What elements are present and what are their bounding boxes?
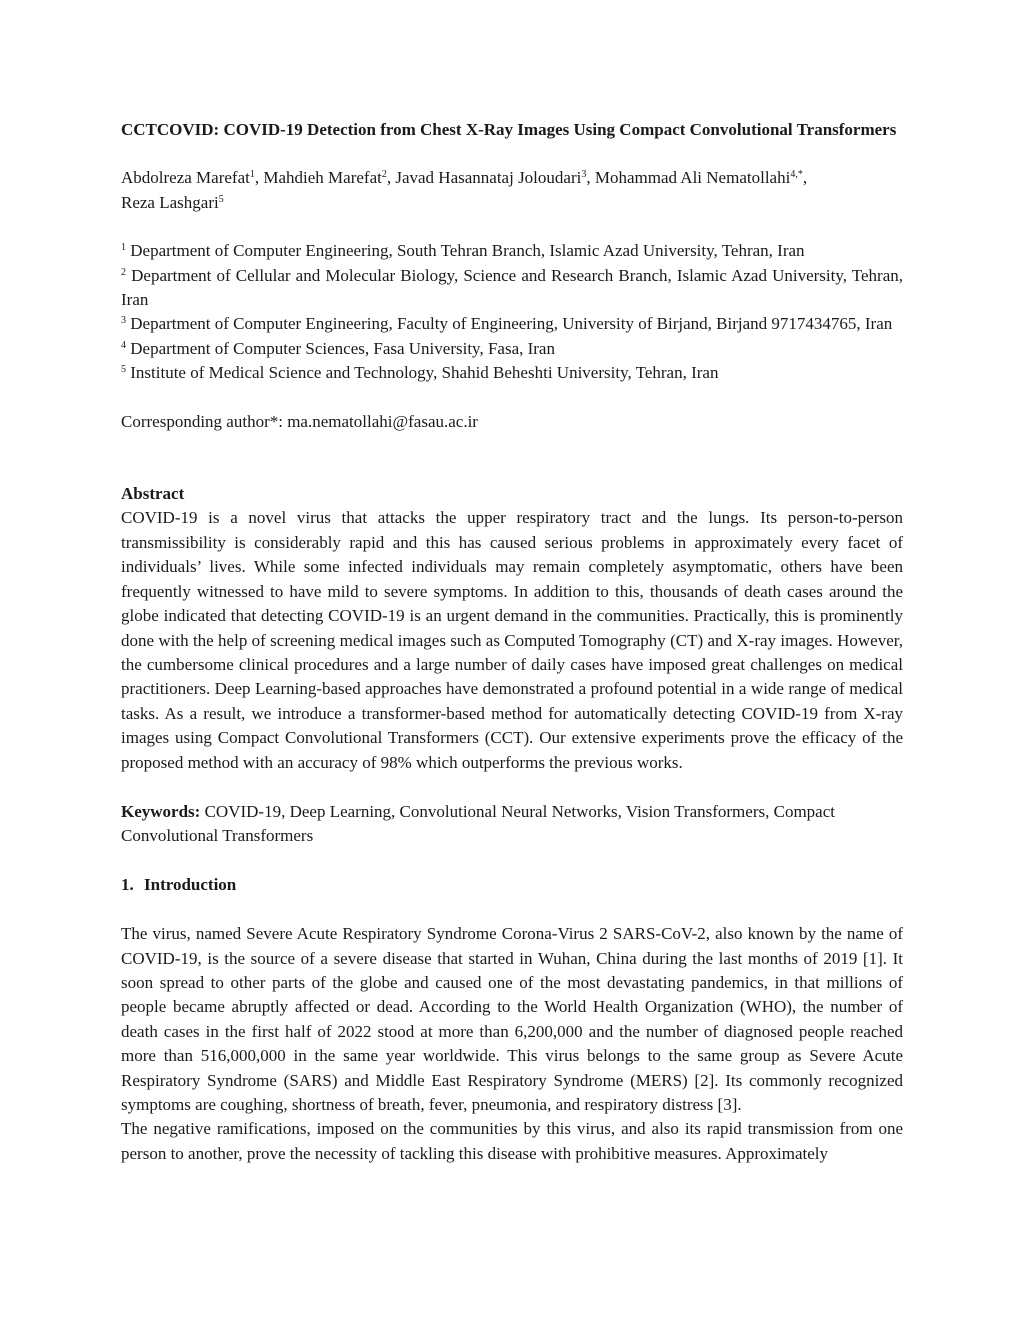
author-list <box>121 166 903 215</box>
affiliation: $^5$ Institute of Medical Science and Technology, Shahid Beheshti University, Tehran, Iran <box>121 363 719 383</box>
intro-paragraph: The negative ramifications, imposed on the communities by this virus, and also its rapid transmission from one person to another, prove the necessity of tackling this disease with prohibitive measures. Approximately <box>121 1119 903 1163</box>
author: Javad Hasannataj Joloudari$^3$, <box>395 168 595 188</box>
abstract-heading: Abstract <box>121 484 185 504</box>
affiliation: $^4$ Department of Computer Sciences, Fasa University, Fasa, Iran <box>121 338 555 358</box>
author: Reza Lashgari$^5$ <box>121 192 224 212</box>
author: Mahdieh Marefat$^2$, <box>263 168 396 188</box>
section-heading-introduction <box>121 873 903 897</box>
affiliation-list <box>121 239 903 385</box>
corresponding-author: Corresponding author*: ma.nematollahi@fasau.ac.ir <box>121 411 478 431</box>
author: Abdolreza Marefat$^1$, <box>121 168 264 188</box>
affiliation: $^2$ Department of Cellular and Molecular Biology, Science and Research Branch, Islamic Azad University, Tehran, Iran <box>121 265 903 310</box>
keywords-label: Keywords: <box>121 801 201 821</box>
keywords <box>121 800 903 849</box>
abstract-body: COVID-19 is a novel virus that attacks the upper respiratory tract and the lungs. Its person-to-person transmissibility is considerably rapid and this has caused serious problems in approximately every facet of individuals’ lives. While some infected individuals may remain completely asymptomatic, others have been frequently witnessed to have mild to severe symptoms. In addition to this, thousands of death cases around the globe indicated that detecting COVID-19 is an urgent demand in the communities. Practically, this is prominently done with the help of screening medical images such as Computed Tomography (CT) and X-ray images. However, the cumbersome clinical procedures and a large number of daily cases have imposed great challenges on medical practitioners. Deep Learning-based approaches have demonstrated a profound potential in a wide range of medical tasks. As a result, we introduce a transformer-based method for automatically detecting COVID-19 from X-ray images using Compact Convolutional Transformers (CCT). Our extensive experiments prove the efficacy of the proposed method with an accuracy of 98% which outperforms the previous works. <box>121 508 903 772</box>
author: Mohammad Ali Nematollahi$^{4,*}$, <box>594 168 808 188</box>
section-number: 1. <box>121 874 134 894</box>
affiliation: $^1$ Department of Computer Engineering, South Tehran Branch, Islamic Azad University, Tehran, Iran <box>121 241 805 261</box>
affiliation: $^3$ Department of Computer Engineering, Faculty of Engineering, University of Birjand, Birjand 9717434765, Iran <box>121 314 893 334</box>
paper-page <box>121 118 903 1166</box>
paper-title: CCTCOVID: COVID-19 Detection from Chest X-Ray Images Using Compact Convolutional Transformers <box>121 120 897 139</box>
intro-paragraph: The virus, named Severe Acute Respiratory Syndrome Corona-Virus 2 SARS-CoV-2, also known by the name of COVID-19, is the source of a severe disease that started in Wuhan, China during the last months of 2019 [1]. It soon spread to other parts of the globe and caused one of the most devastating pandemics, in that millions of people became abruptly affected or dead. According to the World Health Organization (WHO), the number of death cases in the first half of 2022 stood at more than 6,200,000 and the number of diagnosed people reached more than 516,000,000 in the same year worldwide. This virus belongs to the same group as Severe Acute Respiratory Syndrome (SARS) and Middle East Respiratory Syndrome (MERS) [2]. Its commonly recognized symptoms are coughing, shortness of breath, fever, pneumonia, and respiratory distress [3]. <box>121 924 903 1114</box>
keywords-text: COVID-19, Deep Learning, Convolutional Neural Networks, Vision Transformers, Compact Convolutional Transformers <box>121 801 835 846</box>
section-title: Introduction <box>144 874 237 894</box>
